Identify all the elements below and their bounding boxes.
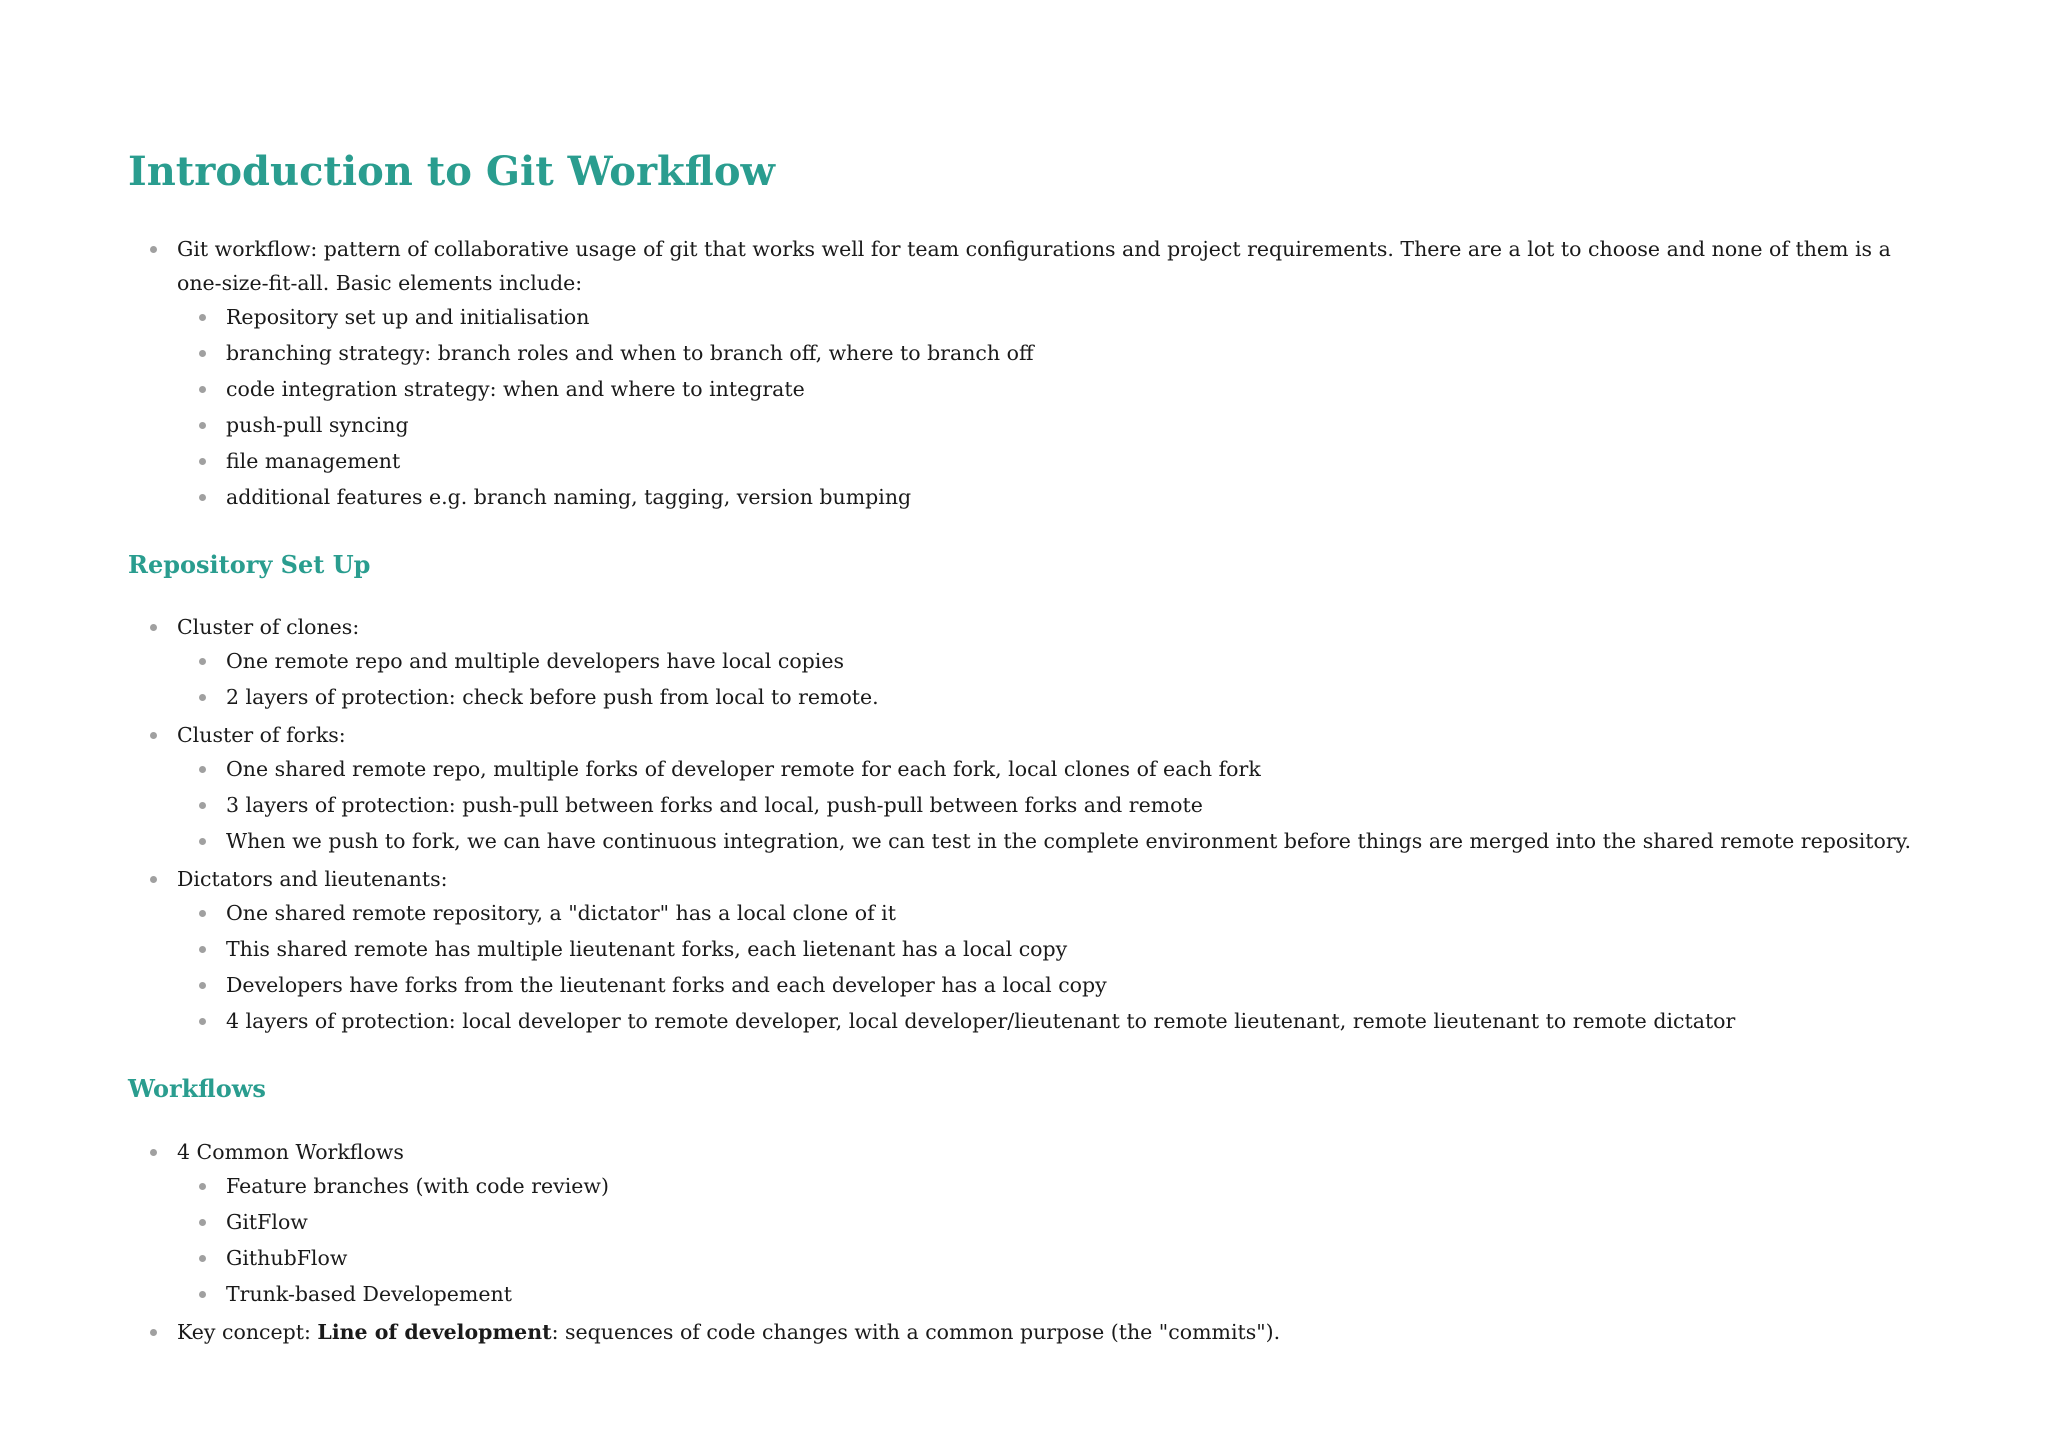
list-item-text: This shared remote has multiple lieutenant forks, each lietenant has a local copy [226, 937, 1068, 962]
bullet-icon [199, 838, 206, 845]
list-item-text: Developers have forks from the lieutenant forks and each developer has a local copy [226, 973, 1107, 998]
list-item-text: branching strategy: branch roles and when to branch off, where to branch off [226, 341, 1034, 365]
list-item [128, 1135, 1928, 1311]
bullet-icon [199, 458, 206, 465]
list-item [177, 788, 1928, 822]
bullet-icon [199, 386, 206, 393]
key-concept-term: Line of development [317, 1319, 552, 1344]
list-item [177, 932, 1928, 966]
list-item [177, 444, 1928, 478]
bullet-icon [199, 1018, 206, 1025]
bullet-icon [199, 1291, 206, 1298]
list-item-text: Feature branches (with code review) [226, 1173, 609, 1198]
list-item [177, 752, 1928, 786]
bullet-icon [199, 1255, 206, 1262]
page-title: Introduction to Git Workflow [128, 148, 775, 195]
list-item [177, 300, 1928, 334]
bullet-icon [199, 982, 206, 989]
list-item [177, 336, 1928, 370]
bullet-icon [150, 624, 157, 631]
list-item [177, 408, 1928, 442]
bullet-icon [150, 1329, 157, 1336]
list-item [177, 1241, 1928, 1275]
bullet-icon [199, 658, 206, 665]
repo-setup-list [128, 610, 1928, 1038]
workflows-list [128, 1135, 1928, 1349]
intro-text: Git workflow: pattern of collaborative usage of git that works well for team configurations and project requirements. There are a lot to choose and none of them is a one-size-fit-all. Basic elements include: [177, 237, 1891, 295]
list-item-text: additional features e.g. branch naming, tagging, version bumping [226, 485, 912, 509]
list-item-text: Trunk-based Developement [226, 1281, 512, 1306]
clones-sublist [177, 644, 1928, 714]
list-item [177, 480, 1928, 514]
list-item [177, 680, 1928, 714]
bullet-icon [199, 314, 206, 321]
list-item-text: Dictators and lieutenants: [177, 867, 448, 892]
list-item-text: file management [226, 449, 401, 473]
list-item [128, 232, 1928, 514]
intro-sublist [177, 300, 1928, 514]
bullet-icon [150, 246, 157, 253]
list-item-text: code integration strategy: when and where to integrate [226, 377, 805, 401]
common-workflows-sublist [177, 1169, 1928, 1311]
list-item [177, 1277, 1928, 1311]
list-item [128, 718, 1928, 858]
list-item-text: GitFlow [226, 1209, 308, 1234]
list-item [177, 1169, 1928, 1203]
section-heading-workflows: Workflows [128, 1074, 266, 1104]
bullet-icon [199, 422, 206, 429]
list-item-text: Repository set up and initialisation [226, 305, 590, 329]
bullet-icon [199, 766, 206, 773]
list-item [177, 896, 1928, 930]
bullet-icon [199, 1183, 206, 1190]
forks-sublist [177, 752, 1928, 858]
dictators-sublist [177, 896, 1928, 1038]
list-item-text: 2 layers of protection: check before push from local to remote. [226, 685, 879, 710]
bullet-icon [150, 1149, 157, 1156]
bullet-icon [199, 802, 206, 809]
list-item-text: When we push to fork, we can have continuous integration, we can test in the complete environment before things are merged into the shared remote repository. [226, 829, 1912, 854]
list-item-text: One remote repo and multiple developers have local copies [226, 649, 844, 674]
list-item [177, 968, 1928, 1002]
list-item [177, 644, 1928, 678]
list-item-text: Cluster of clones: [177, 615, 360, 640]
list-item [177, 1004, 1928, 1038]
list-item [128, 1315, 1928, 1349]
list-item [128, 610, 1928, 714]
bullet-icon [150, 732, 157, 739]
list-item-text: 4 layers of protection: local developer to remote developer, local developer/lieutenant to remote lieutenant, remote lieutenant to remote dictator [226, 1009, 1736, 1034]
list-item-text: GithubFlow [226, 1245, 348, 1270]
bullet-icon [199, 1219, 206, 1226]
list-item-text: One shared remote repo, multiple forks of developer remote for each fork, local clones of each fork [226, 757, 1261, 782]
bullet-icon [199, 350, 206, 357]
key-concept-suffix: : sequences of code changes with a common purpose (the "commits"). [551, 1319, 1281, 1344]
bullet-icon [150, 876, 157, 883]
list-item-text: 3 layers of protection: push-pull between forks and local, push-pull between forks and remote [226, 793, 1203, 818]
section-heading-repository-set-up: Repository Set Up [128, 550, 371, 579]
list-item [177, 372, 1928, 406]
list-item [177, 1205, 1928, 1239]
list-item-text: One shared remote repository, a "dictator" has a local clone of it [226, 901, 896, 926]
bullet-icon [199, 946, 206, 953]
bullet-icon [199, 694, 206, 701]
intro-list [128, 232, 1928, 514]
list-item [177, 824, 1928, 858]
bullet-icon [199, 494, 206, 501]
list-item [128, 862, 1928, 1038]
list-item-text: Cluster of forks: [177, 723, 346, 748]
key-concept-prefix: Key concept: [177, 1319, 318, 1344]
list-item-text: push-pull syncing [226, 413, 409, 437]
bullet-icon [199, 910, 206, 917]
list-item-text: 4 Common Workflows [177, 1139, 404, 1164]
